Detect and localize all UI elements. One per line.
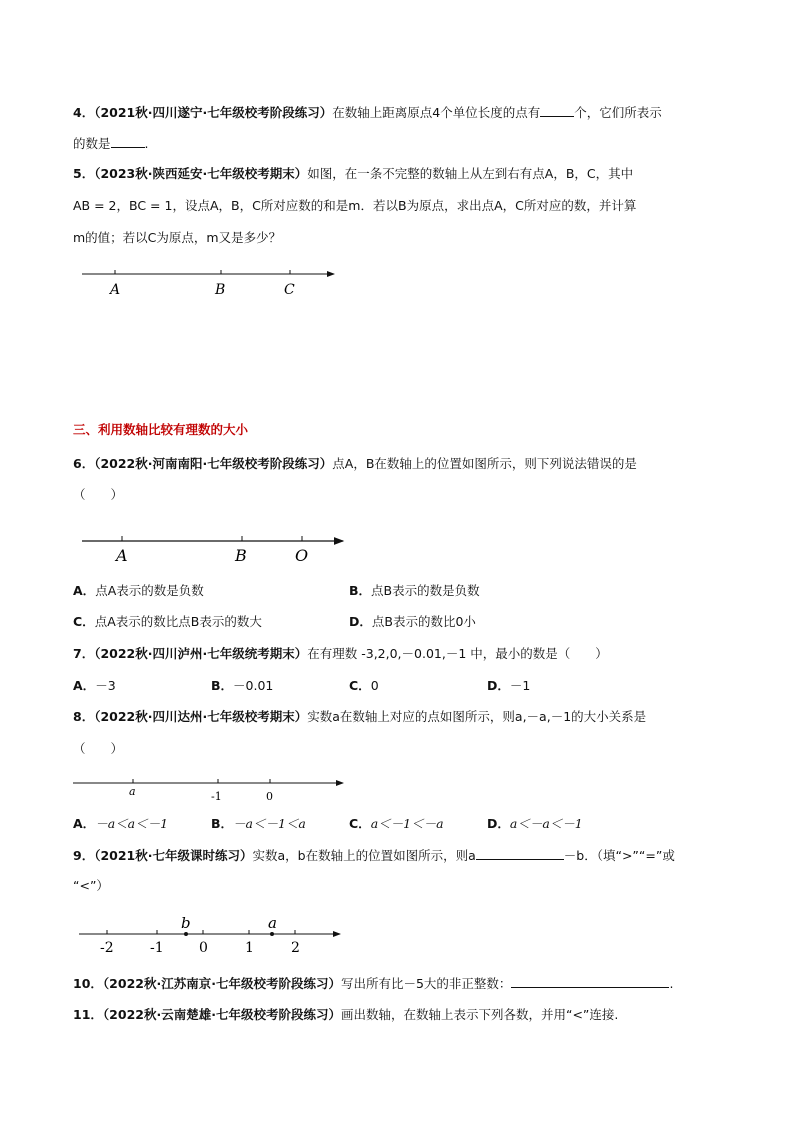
q5-label-b: B — [215, 282, 226, 298]
q6-label-o: O — [295, 546, 309, 565]
q10-line1: 10．（2022秋·江苏南京·七年级校考阶段练习）写出所有比－5大的非正整数： . — [73, 976, 674, 991]
q4-number: 4 — [73, 105, 82, 120]
q9-label-neg1: -1 — [150, 940, 164, 956]
q11-number: 11 — [73, 1007, 91, 1022]
q8-text: 实数a在数轴上对应的点如图所示，则a,－a,－1的大小关系是 — [307, 709, 647, 724]
q9-line1: 9．（2021秋·七年级课时练习）实数a，b在数轴上的位置如图所示，则a －b．（填“>”“=”或 — [73, 848, 675, 863]
q6-option-d[interactable]: D．点B表示的数比0小 — [349, 614, 476, 629]
q7-source: （2022秋·四川泸州·七年级统考期末） — [94, 646, 308, 661]
q8-line1: 8．（2022秋·四川达州·七年级校考期末）实数a在数轴上对应的点如图所示，则a,－a,－1的大小关系是 — [73, 709, 647, 724]
q4-text1: 在数轴上距离原点4个单位长度的点有 — [332, 105, 541, 120]
q9-label-a: a — [268, 914, 277, 932]
q7-option-c[interactable]: C．0 — [349, 678, 379, 693]
q5-text1: 如图，在一条不完整的数轴上从左到右有点A，B，C，其中 — [307, 166, 634, 181]
q7-line1: 7．（2022秋·四川泸州·七年级统考期末）在有理数 -3,2,0,－0.01,－1 中，最小的数是（ ） — [73, 646, 608, 661]
q8-label-a: a — [129, 785, 136, 798]
q8-option-b[interactable]: B．－a＜－1＜a — [211, 816, 306, 831]
q8-option-c[interactable]: C．a＜－1＜－a — [349, 816, 444, 831]
q9-number: 9 — [73, 848, 82, 863]
q10-source: （2022秋·江苏南京·七年级校考阶段练习） — [102, 976, 341, 991]
q4-text3: 的数是 — [73, 136, 111, 151]
q10-number: 10 — [73, 976, 91, 991]
q4-text2: 个，它们所表示 — [574, 105, 662, 120]
q4-source: （2021秋·四川遂宁·七年级校考阶段练习） — [94, 105, 333, 120]
q6-label-a: A — [116, 546, 128, 565]
q5-number-line — [82, 270, 334, 298]
q9-label-neg2: -2 — [100, 940, 114, 956]
q7-number: 7 — [73, 646, 82, 661]
q6-text: 点A，B在数轴上的位置如图所示，则下列说法错误的是 — [332, 456, 637, 471]
q10-text1: 写出所有比－5大的非正整数： — [340, 976, 512, 991]
q9-label-2: 2 — [291, 940, 300, 956]
q11-line1: 11．（2022秋·云南楚雄·七年级校考阶段练习）画出数轴，在数轴上表示下列各数，并用“<”连接. — [73, 1007, 619, 1022]
q5-source: （2023秋·陕西延安·七年级校考期末） — [94, 166, 308, 181]
q9-label-0: 0 — [199, 940, 208, 956]
q8-number-line — [73, 779, 343, 803]
q4-line1: 4．（2021秋·四川遂宁·七年级校考阶段练习）在数轴上距离原点4个单位长度的点有 个，它们所表示 — [73, 105, 662, 120]
q8-option-a[interactable]: A．－a＜a＜－1 — [73, 816, 169, 831]
q9-label-b: b — [181, 914, 191, 932]
q8-label-neg1: -1 — [211, 790, 222, 803]
q8-paren: （ ） — [73, 741, 124, 756]
section-3-heading: 三、利用数轴比较有理数的大小 — [73, 422, 249, 437]
q8-option-d[interactable]: D．a＜－a＜－1 — [487, 816, 583, 831]
q4-text4: . — [144, 136, 149, 151]
q9-text1: 实数a，b在数轴上的位置如图所示，则a — [252, 848, 476, 863]
q5-label-c: C — [284, 282, 295, 298]
q10-text2: . — [669, 976, 674, 991]
q9-source: （2021秋·七年级课时练习） — [94, 848, 253, 863]
q5-line3: m的值；若以C为原点，m又是多少？ — [73, 230, 282, 245]
q11-text: 画出数轴，在数轴上表示下列各数，并用“<”连接. — [340, 1007, 619, 1022]
q7-option-a[interactable]: A．－3 — [73, 678, 116, 693]
q11-source: （2022秋·云南楚雄·七年级校考阶段练习） — [102, 1007, 341, 1022]
q6-option-a[interactable]: A．点A表示的数是负数 — [73, 583, 204, 598]
q6-label-b: B — [235, 546, 247, 565]
q6-line1: 6．（2022秋·河南南阳·七年级校考阶段练习）点A，B在数轴上的位置如图所示，则下列说法错误的是 — [73, 456, 637, 471]
q9-text2: －b．（填“>”“=”或 — [563, 848, 675, 863]
q7-text: 在有理数 -3,2,0,－0.01,－1 中，最小的数是（ ） — [307, 646, 608, 661]
q9-label-1: 1 — [245, 940, 254, 956]
q5-label-a: A — [110, 282, 121, 298]
q8-number: 8 — [73, 709, 82, 724]
q9-number-line — [79, 914, 340, 956]
q6-source: （2022秋·河南南阳·七年级校考阶段练习） — [94, 456, 333, 471]
q6-number: 6 — [73, 456, 82, 471]
q5-line2: AB = 2，BC = 1，设点A，B，C所对应数的和是m．若以B为原点，求出点A，C所对应的数，并计算 — [73, 198, 637, 213]
q8-label-0: 0 — [266, 790, 273, 803]
q6-paren: （ ） — [73, 487, 124, 502]
q6-option-b[interactable]: B．点B表示的数是负数 — [349, 583, 480, 598]
q9-blank[interactable] — [476, 846, 564, 860]
q9-line2: “<”） — [73, 878, 109, 893]
q6-number-line — [82, 536, 343, 565]
q8-source: （2022秋·四川达州·七年级校考期末） — [94, 709, 308, 724]
q7-option-d[interactable]: D．－1 — [487, 678, 531, 693]
q6-option-c[interactable]: C．点A表示的数比点B表示的数大 — [73, 614, 262, 629]
q5-line1: 5．（2023秋·陕西延安·七年级校考期末）如图，在一条不完整的数轴上从左到右有点A，B，C，其中 — [73, 166, 634, 181]
q5-number: 5 — [73, 166, 82, 181]
q10-blank[interactable] — [511, 974, 669, 988]
q7-option-b[interactable]: B．－0.01 — [211, 678, 274, 693]
